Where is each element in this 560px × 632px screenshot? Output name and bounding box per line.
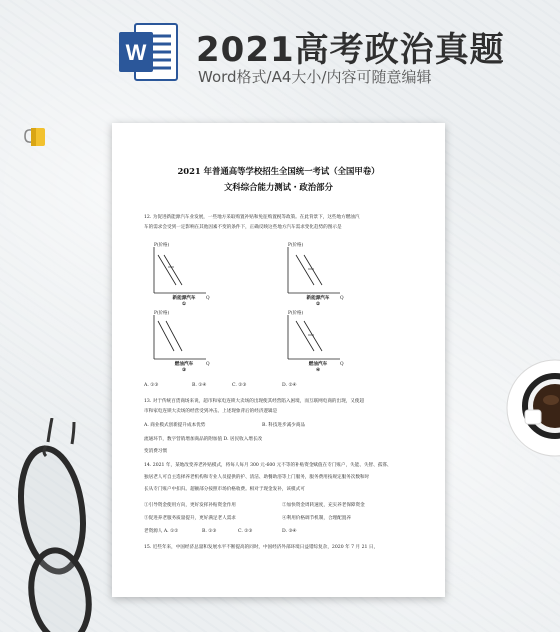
svg-text:Q: Q [206, 362, 210, 367]
question-text: 市和家电连锁大卖场的经营受到冲击。上述现象背后的经济逻辑是 [144, 409, 278, 414]
graph-caption: 新能源汽车 [306, 296, 330, 301]
header [0, 0, 560, 100]
question-text: 变消费习惯 [144, 449, 167, 454]
question-text: 15. 近些年来，中国经济总量和发展水平不断提高的同时，中国经济外部环境日益错综复杂，2020 年 7 月 21 日， [144, 545, 379, 550]
question-text: 12. 为促进新能源汽车业发展，一些地方采取购置补贴和免征购置税等政策。在此背景下，这些地方燃油汽 [144, 215, 360, 220]
doc-subtitle: 文科综合能力测试・政治部分 [224, 182, 333, 192]
graph-number: ② [315, 302, 321, 307]
svg-text:P(价格): P(价格) [154, 243, 170, 248]
svg-text:P(价格): P(价格) [288, 311, 304, 316]
option-d: D. ②④ [282, 383, 297, 388]
svg-text:Q: Q [340, 296, 344, 301]
svg-text:Q: Q [206, 296, 210, 301]
option-d: D. ③④ [282, 529, 297, 534]
option-a: A. ①③ [144, 383, 159, 388]
page-subtitle: Word格式/A4大小/内容可随意编辑 [198, 68, 432, 86]
question-text: 车的需求会受到一定影响在其他因素不变的条件下，正确反映这些地方汽车需求变化趋势的图示是 [144, 225, 342, 230]
option-4: ④利用价格调节机制，合理配置养 [282, 516, 351, 521]
graph-number: ① [181, 302, 187, 307]
option-1: ①引导资金使用方向，更好发挥补贴资金作用 [144, 503, 236, 508]
svg-text:Q: Q [340, 362, 344, 367]
svg-text:P(价格): P(价格) [154, 311, 170, 316]
word-document-icon [117, 20, 179, 84]
document-preview [112, 123, 445, 597]
option-c: C. ②③ [232, 383, 247, 388]
question-text: 老资源人 A. ①② [144, 529, 179, 534]
coffee-cup-icon [505, 350, 560, 460]
doc-title: 2021 年普通高等学校招生全国统一考试（全国甲卷） [177, 166, 380, 176]
option-3: ③促进养老服务质量提升，更好满足老人需求 [144, 516, 236, 521]
graph-caption: 燃油汽车 [174, 362, 194, 367]
question-text: 长从专门账户中扣归。超额部分按照市场价格收费。相对于现金发补，该模式可 [144, 487, 305, 492]
graph-number: ③ [181, 368, 187, 373]
option-2: ②加快资金周转速度，充实养老保障资金 [282, 503, 365, 508]
question-text: 13. 对于传统百货商场来说，超市和家电连锁大卖场的出现使其经营陷入困境，而互联网电商的出现，又使超 [144, 399, 365, 404]
option-b: B. ①③ [202, 529, 217, 534]
option-b: B. 科技进步减少商品 [262, 423, 306, 428]
option-c: C. ②③ [238, 529, 253, 534]
question-text: 独居老人可自主选择养老机构和专业人员提供的护、清洁、助餐助浴等上门服务，服务费用按规定服务次数和时 [144, 475, 370, 480]
svg-text:W: W [125, 40, 147, 65]
binder-clip-icon [22, 126, 48, 150]
eyeglasses-icon [12, 418, 102, 632]
graph-number: ④ [315, 368, 321, 373]
option-a: A. 商业模式创新提升成本优势 [144, 423, 206, 428]
question-text: 14. 2021 年，某地改变养老补贴模式，将每人每月 300 元-600 元不等的补贴资金赋值在专门账户，失能、失智、孤寡、 [144, 463, 392, 468]
question-text: 流通环节，数字营销增加商品的附加值 D. 居民收入增长改 [144, 437, 263, 442]
graph-caption: 燃油汽车 [308, 362, 328, 367]
svg-text:P(价格): P(价格) [288, 243, 304, 248]
page-title: 2021高考政治真题 [196, 30, 505, 70]
option-b: B. ①④ [192, 383, 207, 388]
graph-caption: 新能源汽车 [172, 296, 196, 301]
